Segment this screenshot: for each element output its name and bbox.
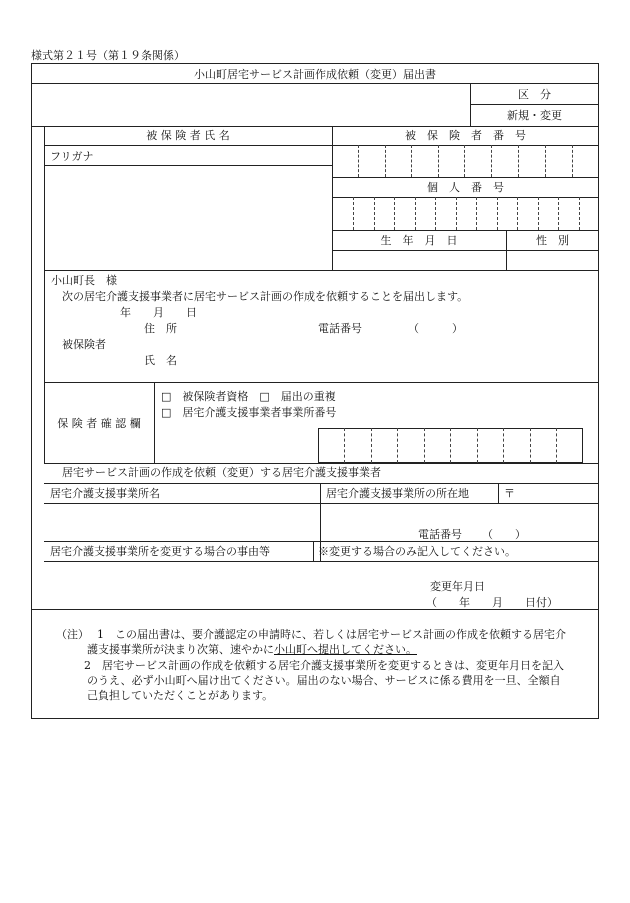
address-label: 住 所	[144, 322, 177, 335]
phone-field[interactable]: （ ）	[408, 322, 463, 335]
office-address-label: 居宅介護支援事業所の所在地	[326, 487, 469, 500]
insured-label: 被保険者	[62, 338, 106, 351]
form-number: 様式第２１号（第１９条関係）	[31, 49, 185, 62]
gender-header: 性 別	[536, 234, 569, 247]
insured-name-field[interactable]	[49, 166, 329, 270]
insured-number-field[interactable]	[332, 145, 599, 177]
birth-date-header: 生 年 月 日	[380, 234, 458, 247]
provider-phone-field[interactable]: （ ）	[482, 528, 526, 541]
kubun-value[interactable]: 新規・変更	[507, 109, 562, 122]
declaration-body: 次の居宅介護支援事業者に居宅サービス計画の作成を依頼することを届出します。	[62, 290, 469, 303]
insurer-check-label: 保 険 者 確 認 欄	[57, 417, 141, 430]
provider-phone-label: 電話番号	[418, 528, 462, 541]
insured-name-header: 被 保 険 者 氏 名	[146, 129, 230, 142]
form-title: 小山町居宅サービス計画作成依頼（変更）届出書	[194, 68, 436, 81]
office-name-field[interactable]	[45, 504, 319, 541]
insurer-check-option[interactable]: □ 被保険者資格 □ 届出の重複	[161, 390, 336, 403]
gender-field[interactable]	[507, 251, 598, 269]
insured-number-header: 被 保 険 者 番 号	[405, 129, 526, 142]
addressee: 小山町長 様	[51, 274, 117, 287]
note-text: この届出書は、要介護認定の申請時に、若しくは居宅サービス計画の作成を依頼する居宅介	[115, 628, 566, 641]
birth-date-field[interactable]	[333, 251, 505, 269]
phone-label: 電話番号	[318, 322, 362, 335]
note-text-plain: 護支援事業所が決まり次第、速やかに	[87, 643, 274, 656]
change-note: ※変更する場合のみ記入してください。	[318, 545, 516, 558]
insurer-check-option[interactable]: □ 居宅介護支援事業者事業所番号	[161, 406, 337, 419]
note-text: 居宅サービス計画の作成を依頼する居宅介護支援事業所を変更するときは、変更年月日を記入	[102, 659, 564, 672]
postal-mark: 〒	[504, 487, 515, 500]
note-text: 己負担していただくことがあります。	[87, 689, 274, 702]
change-date-field[interactable]: （ 年 月 日付）	[426, 596, 558, 609]
notes-prefix: （注）	[56, 628, 89, 641]
note-text	[87, 643, 417, 656]
change-date-label: 変更年月日	[430, 580, 485, 593]
kubun-label: 区 分	[518, 88, 551, 101]
date-line[interactable]: 年 月 日	[120, 306, 197, 319]
note-number: 1	[97, 628, 104, 641]
furigana-label: フリガナ	[50, 150, 94, 163]
office-name-label: 居宅介護支援事業所名	[50, 487, 160, 500]
note-text-underlined: 小山町へ提出してください。	[274, 643, 417, 656]
personal-number-header: 個 人 番 号	[427, 181, 504, 194]
provider-header: 居宅サービス計画の作成を依頼（変更）する居宅介護支援事業者	[62, 466, 381, 479]
office-address-field[interactable]	[321, 504, 598, 524]
name-label: 氏 名	[144, 354, 177, 367]
change-reason-label: 居宅介護支援事業所を変更する場合の事由等	[50, 545, 270, 558]
note-text: のうえ、必ず小山町へ届け出てください。届出のない場合、サービスに係る費用を一旦、全額自	[87, 674, 561, 687]
note-number: 2	[84, 659, 91, 672]
